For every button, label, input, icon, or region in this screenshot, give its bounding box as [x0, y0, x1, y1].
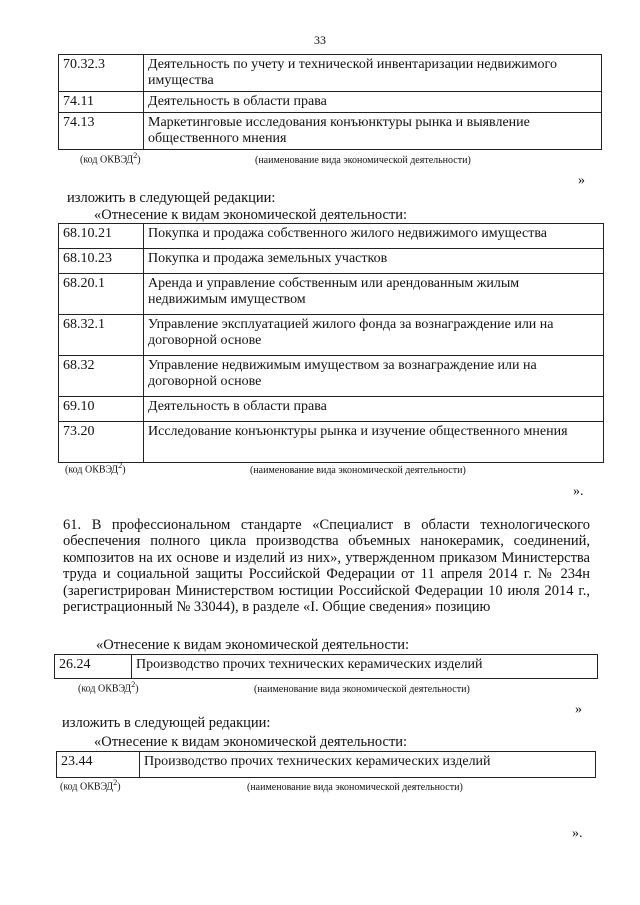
page-number: 33 [314, 33, 326, 47]
caption-activity-name: (наименование вида экономической деятельности) [254, 684, 470, 695]
table-row [55, 655, 598, 679]
okved-activity-name: Покупка и продажа собственного жилого недвижимого имущества [144, 224, 604, 249]
okved-table-new-1 [58, 223, 604, 463]
okved-activity-name: Деятельность в области права [144, 397, 604, 422]
okved-activity-name: Управление эксплуатацией жилого фонда за вознаграждение или на договорной основе [144, 315, 604, 356]
section-heading: «Отнесение к видам экономической деятельности: [94, 734, 408, 750]
okved-table-old-2 [54, 654, 598, 679]
table-row [59, 315, 604, 356]
okved-code: 23.44 [57, 752, 140, 778]
okved-code: 74.13 [59, 113, 144, 150]
okved-activity-name: Исследование конъюнктуры рынка и изучение общественного мнения [144, 422, 604, 463]
quote-close: ». [572, 826, 583, 841]
instruction-text: изложить в следующей редакции: [67, 190, 276, 206]
table-row [57, 752, 596, 778]
okved-code: 74.11 [59, 92, 144, 113]
section-heading: «Отнесение к видам экономической деятельности: [94, 207, 408, 223]
paragraph-61: 61. В профессиональном стандарте «Специалист в области технологического обеспечения полного цикла производства объемных нанокерамик, соединений, композитов на их основе и изделий из них», утвержденном приказом Министерства труда и социальной защиты Российской Федерации от 11 апреля 2014 г. № 234н (зарегистрирован Министерством юстиции Российской Федерации 10 июля 2014 г., регистрационный № 33044), в разделе «I. Общие сведения» позицию [63, 517, 590, 616]
table-row [59, 55, 602, 92]
caption-code: (код ОКВЭД$^2$) [78, 680, 139, 695]
instruction-text: изложить в следующей редакции: [62, 715, 271, 731]
okved-activity-name: Управление недвижимым имуществом за вознаграждение или на договорной основе [144, 356, 604, 397]
quote-close: » [578, 173, 585, 188]
table-row [59, 249, 604, 274]
okved-code: 68.20.1 [59, 274, 144, 315]
caption-code: (код ОКВЭД$^2$) [65, 461, 126, 476]
table-row [59, 356, 604, 397]
okved-activity-name: Аренда и управление собственным или арендованным жилым недвижимым имуществом [144, 274, 604, 315]
quote-close: » [575, 702, 582, 717]
okved-activity-name: Производство прочих технических керамических изделий [140, 752, 596, 778]
okved-table-old-1 [58, 54, 602, 150]
okved-activity-name: Деятельность по учету и технической инвентаризации недвижимого имущества [144, 55, 602, 92]
okved-code: 26.24 [55, 655, 132, 679]
okved-activity-name: Деятельность в области права [144, 92, 602, 113]
okved-code: 68.10.21 [59, 224, 144, 249]
okved-code: 68.32 [59, 356, 144, 397]
caption-activity-name: (наименование вида экономической деятельности) [247, 782, 463, 793]
okved-activity-name: Производство прочих технических керамических изделий [132, 655, 598, 679]
okved-activity-name: Маркетинговые исследования конъюнктуры рынка и выявление общественного мнения [144, 113, 602, 150]
table-row [59, 92, 602, 113]
okved-code: 70.32.3 [59, 55, 144, 92]
quote-close: ». [573, 484, 584, 499]
okved-table-new-2 [56, 751, 596, 778]
table-row [59, 422, 604, 463]
okved-code: 68.32.1 [59, 315, 144, 356]
okved-activity-name: Покупка и продажа земельных участков [144, 249, 604, 274]
okved-code: 68.10.23 [59, 249, 144, 274]
section-heading: «Отнесение к видам экономической деятельности: [96, 637, 410, 653]
caption-activity-name: (наименование вида экономической деятельности) [250, 465, 466, 476]
okved-code: 69.10 [59, 397, 144, 422]
table-row [59, 113, 602, 150]
table-row [59, 224, 604, 249]
okved-code: 73.20 [59, 422, 144, 463]
caption-activity-name: (наименование вида экономической деятельности) [255, 155, 471, 166]
table-row [59, 274, 604, 315]
table-row [59, 397, 604, 422]
caption-code: (код ОКВЭД$^2$) [80, 151, 141, 166]
caption-code: (код ОКВЭД$^2$) [60, 778, 121, 793]
